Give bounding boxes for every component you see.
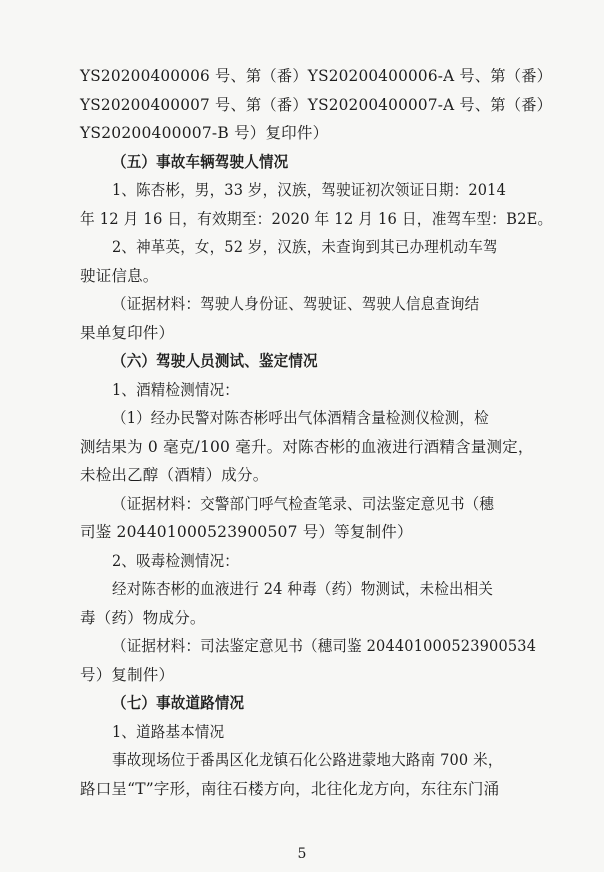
text-line: 果单复印件） — [80, 324, 175, 342]
text-line: （证据材料：驾驶人身份证、驾驶证、驾驶人信息查询结 — [112, 295, 480, 313]
text-line: 2、神革英，女，52 岁，汉族，未查询到其已办理机动车驾 — [112, 238, 498, 256]
text-line: 1、酒精检测情况： — [112, 381, 239, 399]
text-line: 2、吸毒检测情况： — [112, 552, 239, 570]
text-line: （证据材料：交警部门呼气检查笔录、司法鉴定意见书（穗 — [112, 495, 495, 513]
text-line: YS20200400007-B 号）复印件） — [80, 124, 329, 142]
text-line: 年 12 月 16 日，有效期至：2020 年 12 月 16 日，准驾车型：B2E。 — [80, 210, 553, 228]
section-heading-5: （五）事故车辆驾驶人情况 — [112, 152, 289, 171]
text-line: YS20200400007 号、第（番）YS20200400007-A 号、第（番） — [80, 96, 553, 114]
section-heading-7: （七）事故道路情况 — [112, 693, 245, 712]
text-line: YS20200400006 号、第（番）YS20200400006-A 号、第（番） — [80, 67, 553, 85]
text-line: （1）经办民警对陈杏彬呼出气体酒精含量检测仪检测，检 — [112, 409, 489, 427]
text-line: 号）复制件） — [80, 666, 175, 684]
text-line: 未检出乙醇（酒精）成分。 — [80, 466, 269, 484]
text-line: 驶证信息。 — [80, 267, 159, 285]
text-line: 司鉴 204401000523900507 号）等复制件） — [80, 523, 413, 541]
text-line: （证据材料：司法鉴定意见书（穗司鉴 204401000523900534 — [112, 637, 537, 655]
text-line: 毒（药）物成分。 — [80, 609, 206, 627]
text-line: 事故现场位于番禺区化龙镇石化公路进蒙地大路南 700 米， — [112, 751, 503, 769]
text-line: 测结果为 0 毫克/100 毫升。对陈杏彬的血液进行酒精含量测定， — [80, 438, 534, 456]
text-line: 路口呈“T”字形，南往石楼方向，北往化龙方向，东往东门涌 — [80, 780, 500, 798]
text-line: 经对陈杏彬的血液进行 24 种毒（药）物测试，未检出相关 — [112, 580, 494, 598]
section-heading-6: （六）驾驶人员测试、鉴定情况 — [112, 351, 318, 370]
page-number: 5 — [297, 846, 307, 862]
text-line: 1、陈杏彬，男，33 岁，汉族，驾驶证初次领证日期：2014 — [112, 181, 507, 199]
text-line: 1、道路基本情况 — [112, 723, 225, 741]
